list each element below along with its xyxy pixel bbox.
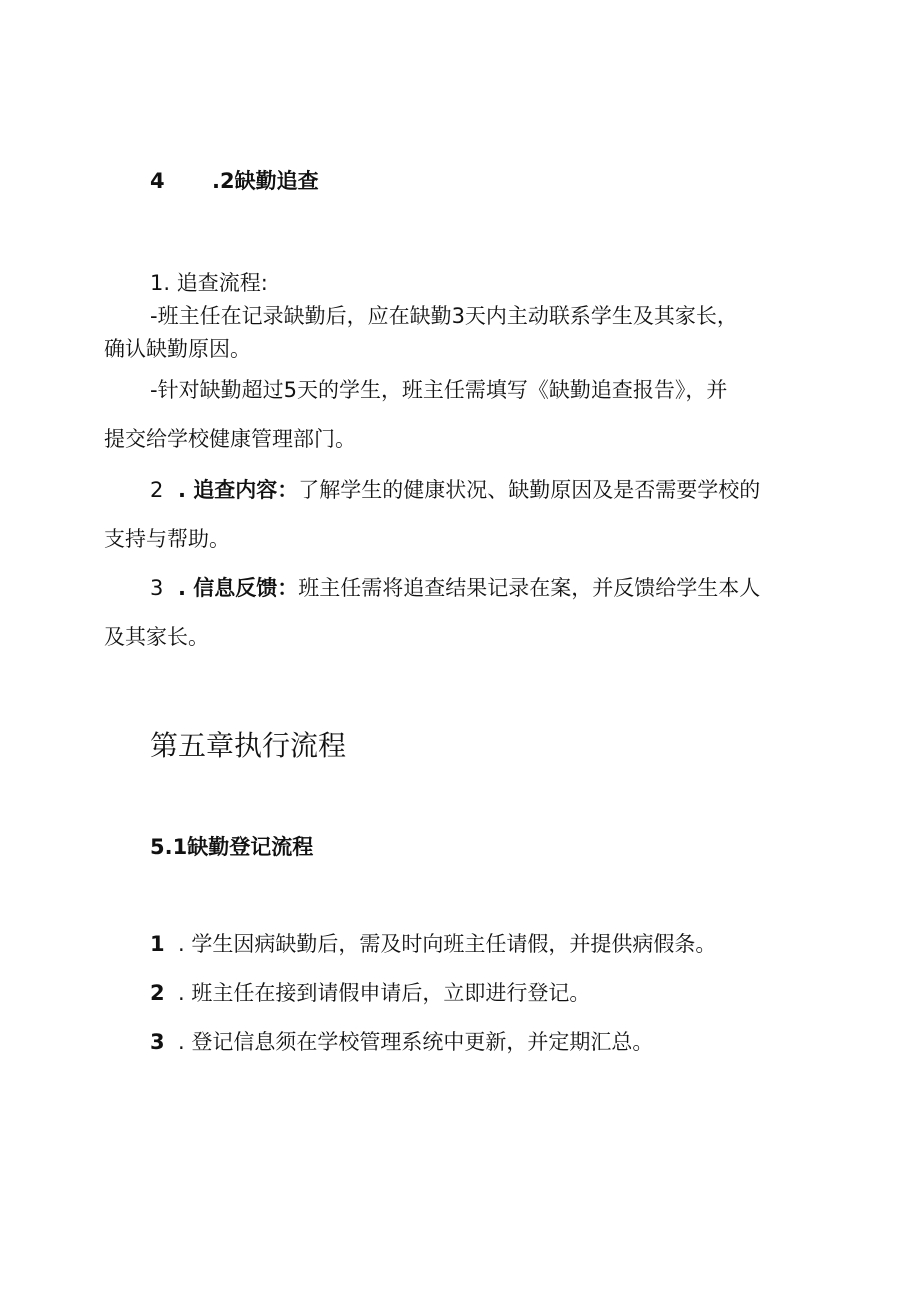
tracking-item2: [150, 475, 760, 505]
section-5-1-item-number: 3: [150, 1030, 165, 1054]
tracking-item2-text-line1: 了解学生的健康状况、缺勤原因及是否需要学校的: [298, 478, 761, 502]
section-4-2-heading: [150, 166, 319, 196]
section-5-1-item-text: . 登记信息须在学校管理系统中更新，并定期汇总。: [178, 1030, 654, 1054]
tracking-item3-text-line1: 班主任需将追查结果记录在案，并反馈给学生本人: [298, 576, 761, 600]
section-5-1-item-number: 2: [150, 981, 165, 1005]
section-5-1-item: [150, 1027, 653, 1057]
section-4-2-title: .2缺勤追查: [212, 169, 319, 193]
section-4-2-number: 4: [150, 169, 165, 193]
tracking-bullet1-line2: 确认缺勤原因。: [104, 337, 251, 361]
section-5-1-item-text: . 班主任在接到请假申请后，立即进行登记。: [178, 981, 591, 1005]
tracking-item2-number: 2: [150, 478, 164, 502]
section-5-1-heading: 5.1缺勤登记流程: [150, 835, 314, 859]
chapter-5-title: 第五章执行流程: [150, 729, 347, 762]
section-5-1-item-number: 1: [150, 932, 165, 956]
tracking-item3-text-line2: 及其家长。: [104, 625, 209, 649]
tracking-bullet1-line1: -班主任在记录缺勤后，应在缺勤3天内主动联系学生及其家长，: [150, 304, 738, 328]
tracking-item2-text-line2: 支持与帮助。: [104, 527, 230, 551]
tracking-bullet2-line2: 提交给学校健康管理部门。: [104, 427, 356, 451]
tracking-item3: [150, 573, 760, 603]
tracking-bullet2-line1: -针对缺勤超过5天的学生，班主任需填写《缺勤追查报告》，并: [150, 378, 728, 402]
section-5-1-item: [150, 929, 716, 959]
tracking-item2-label: . 追查内容：: [178, 478, 299, 502]
section-5-1-item-text: . 学生因病缺勤后，需及时向班主任请假，并提供病假条。: [178, 932, 717, 956]
section-5-1-item: [150, 978, 590, 1008]
tracking-item3-label: . 信息反馈：: [178, 576, 299, 600]
tracking-item3-number: 3: [150, 576, 164, 600]
tracking-item1-label: 1. 追查流程:: [150, 271, 268, 295]
